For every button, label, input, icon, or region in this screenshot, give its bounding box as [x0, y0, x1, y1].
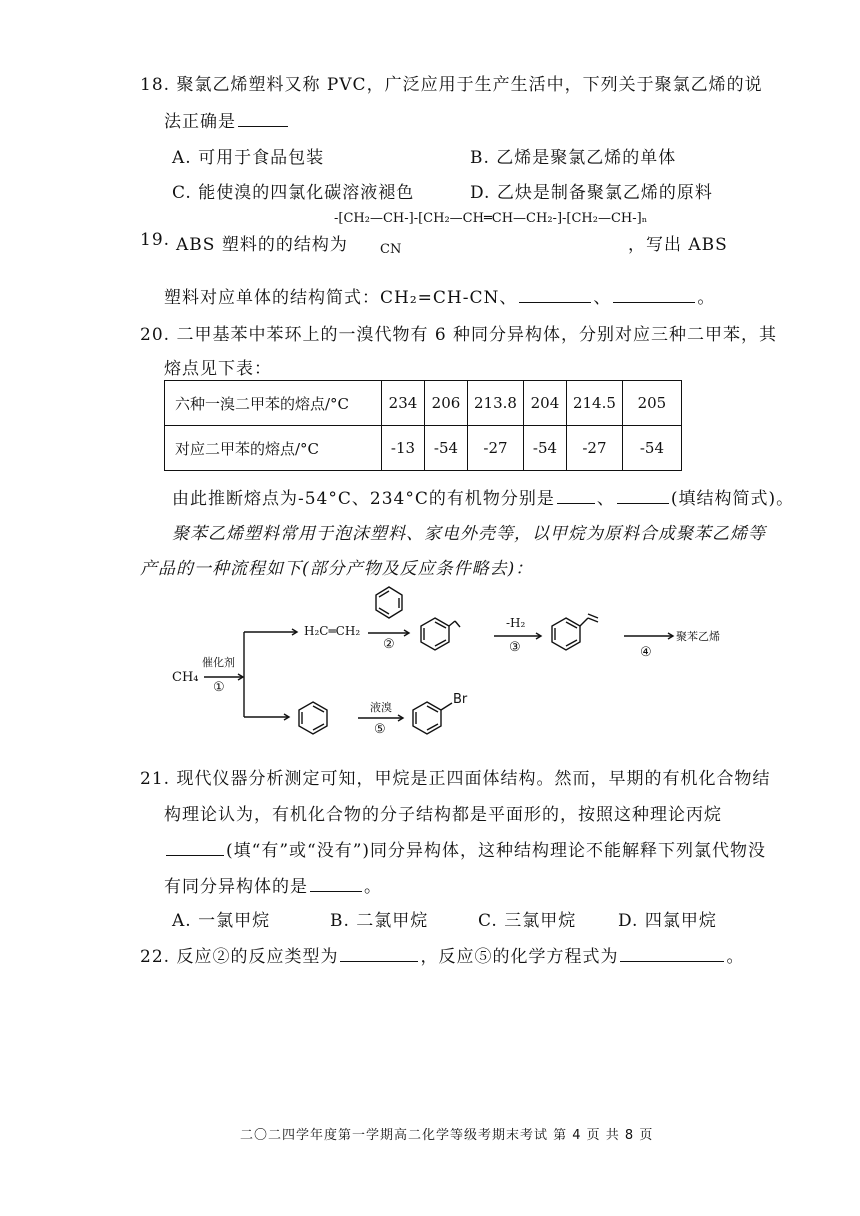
step3-label: ③ [509, 640, 521, 655]
q22-blank-2[interactable] [620, 960, 724, 962]
q21-line2: 构理论认为，有机化合物的分子结构都是平面形的，按照这种理论丙烷 [164, 805, 722, 825]
q21-blank-2[interactable] [310, 890, 362, 892]
cn-group: CN [380, 242, 402, 257]
table-cell: 204 [523, 381, 566, 426]
q18-option-d: D. 乙炔是制备聚氯乙烯的原料 [470, 183, 713, 203]
q20-stem2: 熔点见下表： [164, 359, 272, 379]
q21-line4: 有同分异构体的是 [164, 877, 308, 897]
table-cell: -27 [566, 426, 622, 471]
q20-conclusion-text: 由此推断熔点为-54°C、234°C的有机物分别是 [172, 489, 555, 509]
q18-option-c: C. 能使溴的四氯化碳溶液褪色 [172, 183, 415, 203]
table-cell: 213.8 [468, 381, 524, 426]
step4-label: ④ [640, 645, 652, 660]
q19-line2: 塑料对应单体的结构简式：CH₂=CH-CN、 、 。 [164, 288, 716, 308]
minus-h2-label: -H₂ [506, 616, 526, 630]
passage-line2: 产品的一种流程如下(部分产物及反应条件略去)： [140, 559, 534, 579]
q22-part2: ，反应⑤的化学方程式为 [420, 947, 619, 967]
q21-option-d: D. 四氯甲烷 [618, 911, 717, 931]
q22-part1: 22. 反应②的反应类型为 [140, 947, 339, 967]
q19-line2-text: 塑料对应单体的结构简式：CH₂=CH-CN、 [164, 288, 518, 308]
q20-conclusion-tail: (填结构简式)。 [670, 489, 795, 509]
q18-stem: 18. 聚氯乙烯塑料又称 PVC，广泛应用于生产生活中，下列关于聚氯乙烯的说 [140, 75, 763, 95]
q20-conclusion: 由此推断熔点为-54°C、234°C的有机物分别是 、 (填结构简式)。 [172, 489, 795, 509]
q19-stem: ABS 塑料的的结构为 [176, 235, 348, 255]
q21-blank-1[interactable] [166, 854, 224, 856]
q21-option-b: B. 二氯甲烷 [330, 911, 429, 931]
q20-stem: 20. 二甲基苯中苯环上的一溴代物有 6 种同分异构体，分别对应三种二甲苯，其 [140, 325, 778, 345]
q19-number: 19. [140, 230, 171, 250]
q19-stem-tail: ，写出 ABS [628, 235, 728, 255]
q21-option-c: C. 三氯甲烷 [478, 911, 577, 931]
q18-stem2: 法正确是 [164, 112, 236, 132]
br-label: Br [453, 692, 468, 707]
step5-label: ⑤ [374, 722, 386, 737]
table-cell: -13 [382, 426, 425, 471]
q21-line4-wrap: 有同分异构体的是 。 [164, 877, 382, 897]
table-cell: 205 [622, 381, 681, 426]
step1-label: ① [213, 680, 225, 695]
ethylene-label: H₂C═CH₂ [304, 624, 361, 638]
bromine-label: 液溴 [370, 701, 392, 714]
table-cell: 214.5 [566, 381, 622, 426]
table-cell: 206 [425, 381, 468, 426]
table-cell: -54 [622, 426, 681, 471]
styrene-ring [552, 618, 580, 650]
table-cell: -27 [468, 426, 524, 471]
q22-blank-1[interactable] [340, 960, 418, 962]
q18-option-b: B. 乙烯是聚氯乙烯的单体 [470, 148, 677, 168]
table-cell: -54 [523, 426, 566, 471]
abs-polymer-formula: -[CH₂—CH-]-[CH₂—CH═CH—CH₂-]-[CH₂—CH-]ₙ [334, 211, 648, 226]
catalyst-label: 催化剂 [202, 656, 235, 669]
q21-line3-wrap [164, 836, 766, 861]
passage-line1: 聚苯乙烯塑料常用于泡沫塑料、家电外壳等，以甲烷为原料合成聚苯乙烯等 [172, 524, 766, 544]
step2-label: ② [383, 637, 395, 652]
table-row-label: 六种一溴二甲苯的熔点/°C [165, 381, 382, 426]
q21-line3: (填“有”或“没有”)同分异构体，这种结构理论不能解释下列氯代物没 [226, 841, 767, 861]
methane-label: CH₄ [172, 670, 199, 685]
page-footer: 二〇二四学年度第一学期高二化学等级考期末考试 第 4 页 共 8 页 [240, 1128, 654, 1143]
q22-line: 22. 反应②的反应类型为 ，反应⑤的化学方程式为 。 [140, 947, 745, 967]
polystyrene-label: 聚苯乙烯 [676, 630, 720, 643]
table-row-label: 对应二甲苯的熔点/°C [165, 426, 382, 471]
q21-line1: 21. 现代仪器分析测定可知，甲烷是正四面体结构。然而，早期的有机化合物结 [140, 769, 771, 789]
ethylbenzene-ring [421, 618, 449, 650]
table-cell: -54 [425, 426, 468, 471]
bromobenzene-ring [413, 702, 441, 734]
q21-option-a: A. 一氯甲烷 [172, 911, 271, 931]
q18-option-a: A. 可用于食品包装 [172, 148, 325, 168]
table-cell: 234 [382, 381, 425, 426]
benzene-ring-lower [299, 702, 327, 734]
